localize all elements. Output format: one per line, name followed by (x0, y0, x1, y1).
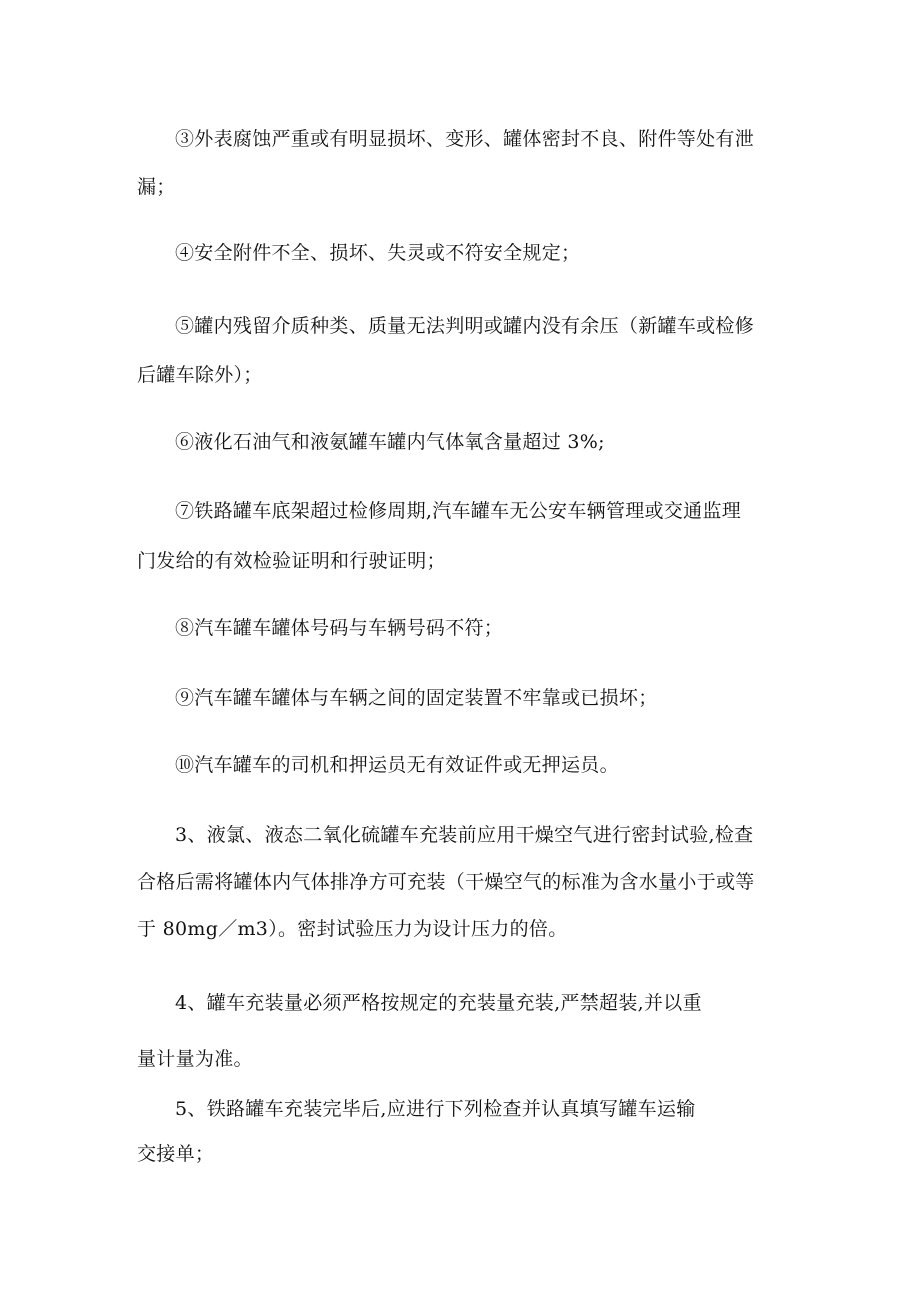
item-7-line-1: ⑦铁路罐车底架超过检修周期,汽车罐车无公安车辆管理或交通监理 (175, 500, 742, 522)
item-3-line-1: ③外表腐蚀严重或有明显损坏、变形、罐体密封不良、附件等处有泄 (175, 128, 755, 150)
section-3-line-2: 合格后需将罐体内气体排净方可充装（干燥空气的标准为含水量小于或等 (137, 871, 755, 893)
item-8-line-1: ⑧汽车罐车罐体号码与车辆号码不符； (175, 617, 504, 639)
item-5-line-2: 后罐车除外）； (137, 364, 263, 386)
section-3-line-1: 3、液氯、液态二氧化硫罐车充装前应用干燥空气进行密封试验,检查 (175, 824, 754, 846)
item-7-line-2: 门发给的有效检验证明和行驶证明； (137, 550, 446, 572)
section-4-line-1: 4、罐车充装量必须严格按规定的充装量充装,严禁超装,并以重 (175, 992, 702, 1014)
item-5-line-1: ⑤罐内残留介质种类、质量无法判明或罐内没有余压（新罐车或检修 (175, 315, 755, 337)
section-5-line-2: 交接单； (137, 1143, 215, 1165)
item-9-line-1: ⑨汽车罐车罐体与车辆之间的固定装置不牢靠或已损坏； (175, 687, 658, 709)
item-6-line-1: ⑥液化石油气和液氨罐车罐内气体氧含量超过 3%; (175, 431, 605, 453)
item-3-line-2: 漏； (137, 176, 176, 198)
section-4-line-2: 量计量为准。 (137, 1048, 253, 1070)
item-4-line-1: ④安全附件不全、损坏、失灵或不符安全规定； (175, 242, 581, 264)
item-10-line-1: ⑩汽车罐车的司机和押运员无有效证件或无押运员。 (175, 754, 619, 776)
section-3-line-3: 于 80mg／m3）。密封试验压力为设计压力的倍。 (137, 918, 568, 940)
section-5-line-1: 5、铁路罐车充装完毕后,应进行下列检查并认真填写罐车运输 (175, 1098, 696, 1120)
